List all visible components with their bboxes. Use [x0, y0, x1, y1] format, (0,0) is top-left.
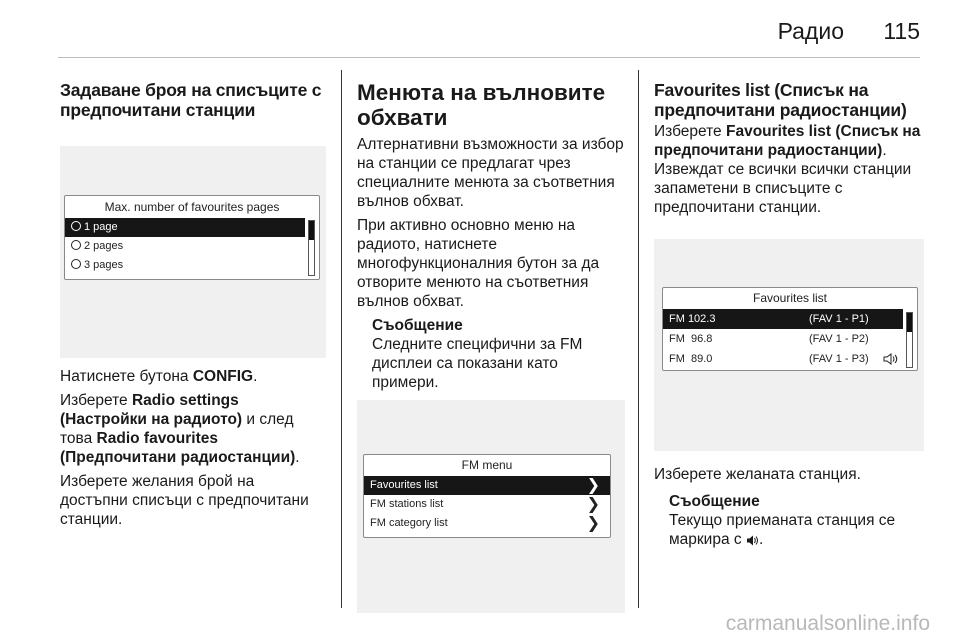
preset-slot: (FAV 1 - P2)	[809, 333, 869, 345]
radio-button-icon	[71, 259, 81, 269]
column-divider	[638, 70, 639, 608]
watermark: carmanualsonline.info	[725, 612, 930, 635]
preset-slot: (FAV 1 - P3)	[809, 353, 869, 365]
radio-button-icon	[71, 221, 81, 231]
radio-button-icon	[71, 240, 81, 250]
display-title: Favourites list	[752, 291, 828, 305]
menu-item-favourites-list[interactable]	[364, 476, 610, 495]
station-frequency: FM 102.3	[669, 313, 716, 325]
menu-item-label: FM category list	[370, 517, 448, 529]
option-row[interactable]	[65, 256, 319, 275]
speaker-icon	[883, 352, 899, 371]
paragraph: Натиснете бутона CONFIG.	[60, 368, 258, 385]
option-label: 2 pages	[84, 240, 124, 252]
display-panel	[662, 287, 918, 371]
preset-slot: (FAV 1 - P1)	[809, 313, 869, 325]
menu-item-label: FM stations list	[370, 498, 444, 510]
note-box	[357, 316, 625, 392]
subheading-favourites-list: Favourites list (Списък на предпочитани радиостанции)	[654, 80, 907, 120]
speaker-icon	[746, 533, 759, 552]
note-box	[654, 492, 924, 552]
display-title: FM menu	[461, 458, 513, 472]
scrollbar-thumb[interactable]	[907, 313, 912, 332]
column-band-menus	[357, 80, 625, 613]
display-screenshot-favourites	[654, 239, 924, 451]
option-label: 3 pages	[84, 259, 124, 271]
favourite-row-selected[interactable]	[663, 309, 903, 329]
display-panel	[64, 195, 320, 280]
note-text: Текущо приеманата станция се маркира с .	[669, 511, 924, 552]
column-divider	[341, 70, 342, 608]
display-screenshot-pages	[60, 146, 326, 358]
column-favourites-pages	[60, 80, 326, 529]
menu-item-fm-stations-list[interactable]	[364, 495, 610, 514]
chevron-right-icon: ❯	[586, 515, 600, 532]
display-title: Max. number of favourites pages	[104, 200, 280, 214]
note-title: Съобщение	[372, 317, 463, 334]
column-favourites-list	[654, 80, 924, 552]
header-divider	[58, 57, 920, 58]
heading-band-menus: Менюта на вълновите обхвати	[357, 80, 606, 130]
option-label: 1 page	[84, 221, 118, 233]
station-frequency: FM 89.0	[669, 353, 713, 365]
paragraph: Алтернативни възможности за избор на станции се предлагат чрез специалните менюта за съответния вълнов обхват.	[357, 136, 624, 210]
scrollbar[interactable]	[308, 220, 315, 276]
menu-item-fm-category-list[interactable]	[364, 514, 610, 533]
favourite-row[interactable]	[663, 329, 917, 349]
page-header	[0, 0, 960, 58]
paragraph: Изберете желаната станция.	[654, 466, 861, 483]
display-panel	[363, 454, 611, 538]
scrollbar-thumb[interactable]	[309, 221, 314, 240]
option-row-selected[interactable]	[65, 218, 305, 237]
favourite-row-current[interactable]	[663, 349, 917, 369]
paragraph: При активно основно меню на радиото, натиснете многофункционалния бутон за да отворите менюто на съответния вълнов обхват.	[357, 217, 600, 310]
chevron-right-icon: ❯	[586, 496, 600, 513]
scrollbar[interactable]	[906, 312, 913, 368]
page-number: 115	[883, 18, 920, 44]
section-title: Радио	[777, 18, 844, 44]
subheading-favourites-pages: Задаване броя на списъците с предпочитани станции	[60, 80, 322, 120]
note-title: Съобщение	[669, 493, 760, 510]
paragraph: Изберете Favourites list (Списък на предпочитани радиостанции). Извеждат се всички всички станции запаметени в списъците с предпочитани станции.	[654, 123, 921, 216]
display-screenshot-fm-menu	[357, 400, 625, 613]
option-row[interactable]	[65, 237, 319, 256]
paragraph: Изберете Radio settings (Настройки на радиото) и след това Radio favourites (Предпочитани радиостанции).	[60, 392, 300, 466]
paragraph: Изберете желания брой на достъпни списъци с предпочитани станции.	[60, 473, 309, 528]
menu-item-label: Favourites list	[370, 479, 438, 491]
chevron-right-icon: ❯	[586, 477, 600, 494]
note-text: Следните специфични за FM дисплеи са показани като примери.	[372, 336, 583, 391]
station-frequency: FM 96.8	[669, 333, 713, 345]
